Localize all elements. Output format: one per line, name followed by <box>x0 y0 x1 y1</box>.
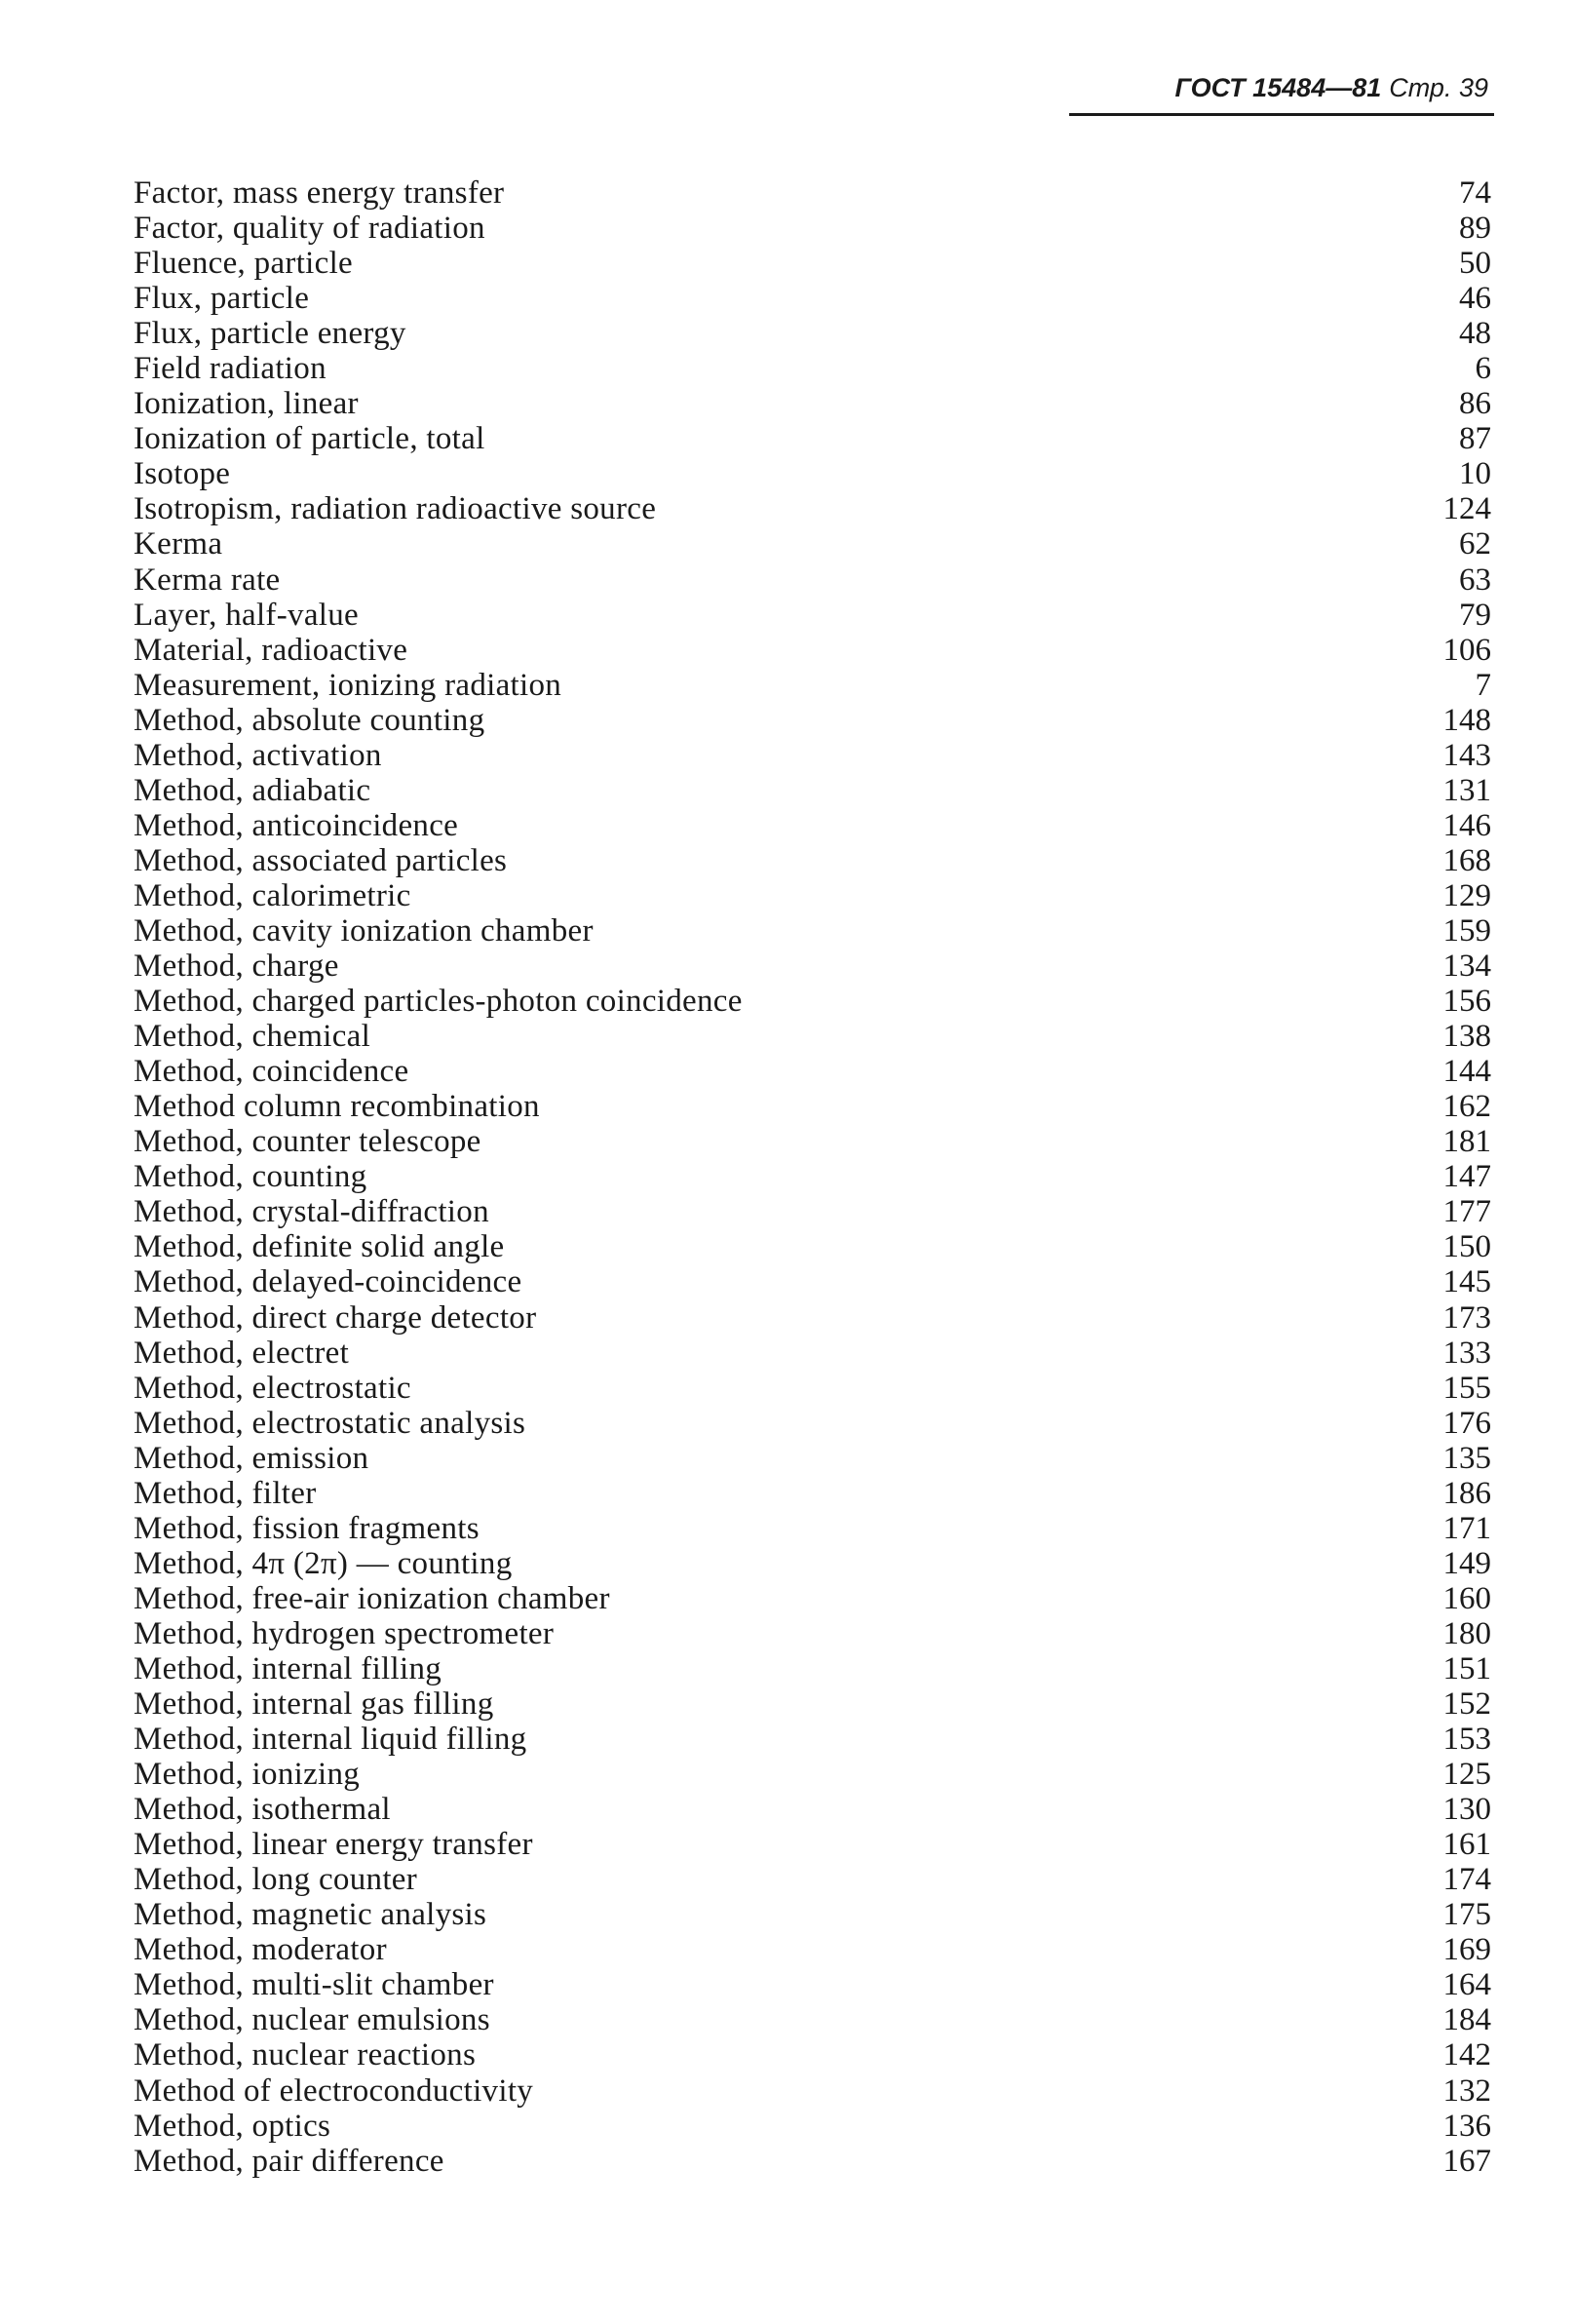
index-entry <box>134 1054 1491 1089</box>
index-entry <box>134 1264 1491 1299</box>
index-entry <box>134 668 1491 703</box>
index-number: 133 <box>1442 1335 1491 1371</box>
index-number: 136 <box>1442 2108 1491 2144</box>
index-entry <box>134 175 1491 211</box>
index-number: 149 <box>1442 1545 1491 1581</box>
index-entry <box>134 1967 1491 2002</box>
index-number: 168 <box>1442 842 1491 878</box>
index-entry <box>134 1159 1491 1194</box>
index-entry <box>134 1546 1491 1581</box>
index-number: 152 <box>1442 1686 1491 1723</box>
index-entry <box>134 1581 1491 1616</box>
index-term: Method, electret <box>134 1335 350 1371</box>
index-entry <box>134 421 1491 456</box>
index-term: Kerma rate <box>134 562 281 598</box>
index-entry <box>134 1651 1491 1686</box>
index-term: Method, associated particles <box>134 842 508 878</box>
index-term: Method, internal filling <box>134 1650 442 1686</box>
index-entry <box>134 2144 1491 2179</box>
index-number: 174 <box>1442 1862 1491 1898</box>
index-term: Method, filter <box>134 1475 317 1511</box>
index-term: Method column recombination <box>134 1089 540 1125</box>
index-term: Method, linear energy transfer <box>134 1827 533 1863</box>
index-term: Isotropism, radiation radioactive source <box>134 491 657 527</box>
index-term: Method, calorimetric <box>134 877 411 913</box>
index-number: 146 <box>1442 807 1491 843</box>
index-entry <box>134 211 1491 246</box>
index-term: Measurement, ionizing radiation <box>134 667 562 703</box>
index-term: Method, fission fragments <box>134 1510 480 1546</box>
index-number: 148 <box>1442 702 1491 738</box>
index-term: Layer, half-value <box>134 597 359 633</box>
index-number: 173 <box>1442 1299 1491 1336</box>
index-number: 171 <box>1442 1510 1491 1546</box>
index-entry <box>134 386 1491 421</box>
index-number: 177 <box>1442 1194 1491 1230</box>
index-term: Fluence, particle <box>134 246 353 282</box>
index-term: Method, electrostatic analysis <box>134 1405 526 1441</box>
index-entry <box>134 562 1491 598</box>
index-number: 7 <box>1475 667 1491 703</box>
index-term: Method, activation <box>134 737 382 773</box>
index-entry <box>134 281 1491 316</box>
index-number: 186 <box>1442 1475 1491 1511</box>
index-number: 144 <box>1442 1054 1491 1090</box>
index-number: 142 <box>1442 2037 1491 2073</box>
index-entry <box>134 1757 1491 1792</box>
index-number: 86 <box>1459 386 1491 422</box>
index-term: Factor, mass energy transfer <box>134 175 505 211</box>
index-entry <box>134 1229 1491 1264</box>
index-term: Method, long counter <box>134 1862 418 1898</box>
index-term: Method, anticoincidence <box>134 807 459 843</box>
index-number: 50 <box>1459 246 1491 282</box>
index-entry <box>134 808 1491 843</box>
index-number: 125 <box>1442 1757 1491 1793</box>
index-term: Method, cavity ionization chamber <box>134 912 594 949</box>
index-number: 130 <box>1442 1792 1491 1828</box>
index-entry <box>134 703 1491 738</box>
index-term: Method, nuclear reactions <box>134 2037 477 2073</box>
index-entry <box>134 598 1491 633</box>
index-number: 150 <box>1442 1229 1491 1265</box>
index-term: Method, counting <box>134 1159 367 1195</box>
index-number: 135 <box>1442 1440 1491 1476</box>
index-entry <box>134 1406 1491 1441</box>
index-term: Kerma <box>134 526 223 562</box>
index-number: 180 <box>1442 1615 1491 1651</box>
index-term: Method, isothermal <box>134 1792 391 1828</box>
index-number: 156 <box>1442 984 1491 1020</box>
index-term: Field radiation <box>134 351 327 387</box>
index-term: Method, magnetic analysis <box>134 1897 487 1933</box>
index-number: 160 <box>1442 1580 1491 1616</box>
index-entry <box>134 1336 1491 1371</box>
index-entry <box>134 773 1491 808</box>
index-number: 129 <box>1442 877 1491 913</box>
page-header <box>1069 68 1488 107</box>
index-entry <box>134 913 1491 949</box>
index-entry <box>134 878 1491 913</box>
index-entry <box>134 1089 1491 1124</box>
index-entry <box>134 351 1491 386</box>
index-entry <box>134 738 1491 773</box>
index-term: Method, counter telescope <box>134 1124 481 1160</box>
index-number: 62 <box>1459 526 1491 562</box>
index-entry <box>134 1616 1491 1651</box>
index-entry <box>134 633 1491 668</box>
index-term: Method, adiabatic <box>134 772 371 808</box>
index-term: Method, internal liquid filling <box>134 1722 527 1758</box>
index-term: Method, crystal-diffraction <box>134 1194 489 1230</box>
header-rule <box>1069 113 1494 116</box>
index-entry <box>134 1686 1491 1722</box>
index-number: 48 <box>1459 316 1491 352</box>
index-entry <box>134 491 1491 526</box>
index-list <box>134 175 1491 2179</box>
index-entry <box>134 1019 1491 1054</box>
index-number: 153 <box>1442 1722 1491 1758</box>
index-entry <box>134 1371 1491 1406</box>
index-term: Method, nuclear emulsions <box>134 2002 490 2038</box>
index-entry <box>134 1300 1491 1336</box>
index-entry <box>134 2002 1491 2037</box>
index-entry <box>134 1124 1491 1159</box>
index-number: 159 <box>1442 912 1491 949</box>
index-term: Ionization, linear <box>134 386 359 422</box>
index-term: Method, charge <box>134 949 339 985</box>
page-number: Стр. 39 <box>1389 73 1488 102</box>
index-term: Method, 4π (2π) — counting <box>134 1545 513 1581</box>
index-number: 6 <box>1475 351 1491 387</box>
index-number: 169 <box>1442 1932 1491 1968</box>
index-number: 79 <box>1459 597 1491 633</box>
index-term: Method, multi-slit chamber <box>134 1967 494 2003</box>
index-term: Material, radioactive <box>134 632 408 668</box>
index-number: 89 <box>1459 211 1491 247</box>
index-number: 147 <box>1442 1159 1491 1195</box>
index-number: 161 <box>1442 1827 1491 1863</box>
index-number: 162 <box>1442 1089 1491 1125</box>
index-number: 175 <box>1442 1897 1491 1933</box>
index-number: 138 <box>1442 1019 1491 1055</box>
index-entry <box>134 843 1491 878</box>
index-entry <box>134 2073 1491 2109</box>
index-number: 106 <box>1442 632 1491 668</box>
index-term: Method, emission <box>134 1440 369 1476</box>
index-number: 176 <box>1442 1405 1491 1441</box>
index-term: Method, free-air ionization chamber <box>134 1580 610 1616</box>
index-entry <box>134 1827 1491 1862</box>
index-term: Method, delayed-coincidence <box>134 1264 522 1300</box>
index-number: 155 <box>1442 1370 1491 1406</box>
index-number: 87 <box>1459 421 1491 457</box>
index-number: 63 <box>1459 562 1491 598</box>
index-number: 145 <box>1442 1264 1491 1300</box>
index-number: 46 <box>1459 281 1491 317</box>
index-term: Method, definite solid angle <box>134 1229 505 1265</box>
index-number: 131 <box>1442 772 1491 808</box>
index-number: 167 <box>1442 2143 1491 2179</box>
index-entry <box>134 2037 1491 2072</box>
index-number: 164 <box>1442 1967 1491 2003</box>
index-entry <box>134 526 1491 562</box>
index-entry <box>134 316 1491 351</box>
index-term: Method, ionizing <box>134 1757 361 1793</box>
index-entry <box>134 1194 1491 1229</box>
index-term: Method, coincidence <box>134 1054 409 1090</box>
index-entry <box>134 1476 1491 1511</box>
index-number: 181 <box>1442 1124 1491 1160</box>
index-number: 124 <box>1442 491 1491 527</box>
index-entry <box>134 1441 1491 1476</box>
index-entry <box>134 949 1491 984</box>
index-term: Flux, particle <box>134 281 310 317</box>
index-term: Method, electrostatic <box>134 1370 411 1406</box>
index-entry <box>134 246 1491 281</box>
index-entry <box>134 1897 1491 1932</box>
index-entry <box>134 456 1491 491</box>
index-term: Method, hydrogen spectrometer <box>134 1615 555 1651</box>
index-term: Method of electroconductivity <box>134 2072 534 2109</box>
index-term: Method, optics <box>134 2108 331 2144</box>
index-term: Method, chemical <box>134 1019 371 1055</box>
index-number: 143 <box>1442 737 1491 773</box>
index-entry <box>134 1862 1491 1897</box>
index-term: Method, charged particles-photon coincidence <box>134 984 743 1020</box>
index-entry <box>134 1932 1491 1967</box>
index-entry <box>134 1511 1491 1546</box>
index-number: 151 <box>1442 1650 1491 1686</box>
index-term: Method, moderator <box>134 1932 387 1968</box>
index-entry <box>134 2109 1491 2144</box>
index-term: Method, internal gas filling <box>134 1686 494 1723</box>
index-entry <box>134 1722 1491 1757</box>
index-term: Ionization of particle, total <box>134 421 485 457</box>
index-entry <box>134 1792 1491 1827</box>
index-term: Method, direct charge detector <box>134 1299 537 1336</box>
index-number: 184 <box>1442 2002 1491 2038</box>
index-number: 134 <box>1442 949 1491 985</box>
index-term: Method, pair difference <box>134 2143 444 2179</box>
index-term: Method, absolute counting <box>134 702 485 738</box>
index-term: Isotope <box>134 456 231 492</box>
index-term: Factor, quality of radiation <box>134 211 485 247</box>
index-number: 10 <box>1459 456 1491 492</box>
standard-number: ГОСТ 15484—81 <box>1174 73 1382 102</box>
index-term: Flux, particle energy <box>134 316 406 352</box>
index-number: 132 <box>1442 2072 1491 2109</box>
index-entry <box>134 984 1491 1019</box>
index-number: 74 <box>1459 175 1491 211</box>
